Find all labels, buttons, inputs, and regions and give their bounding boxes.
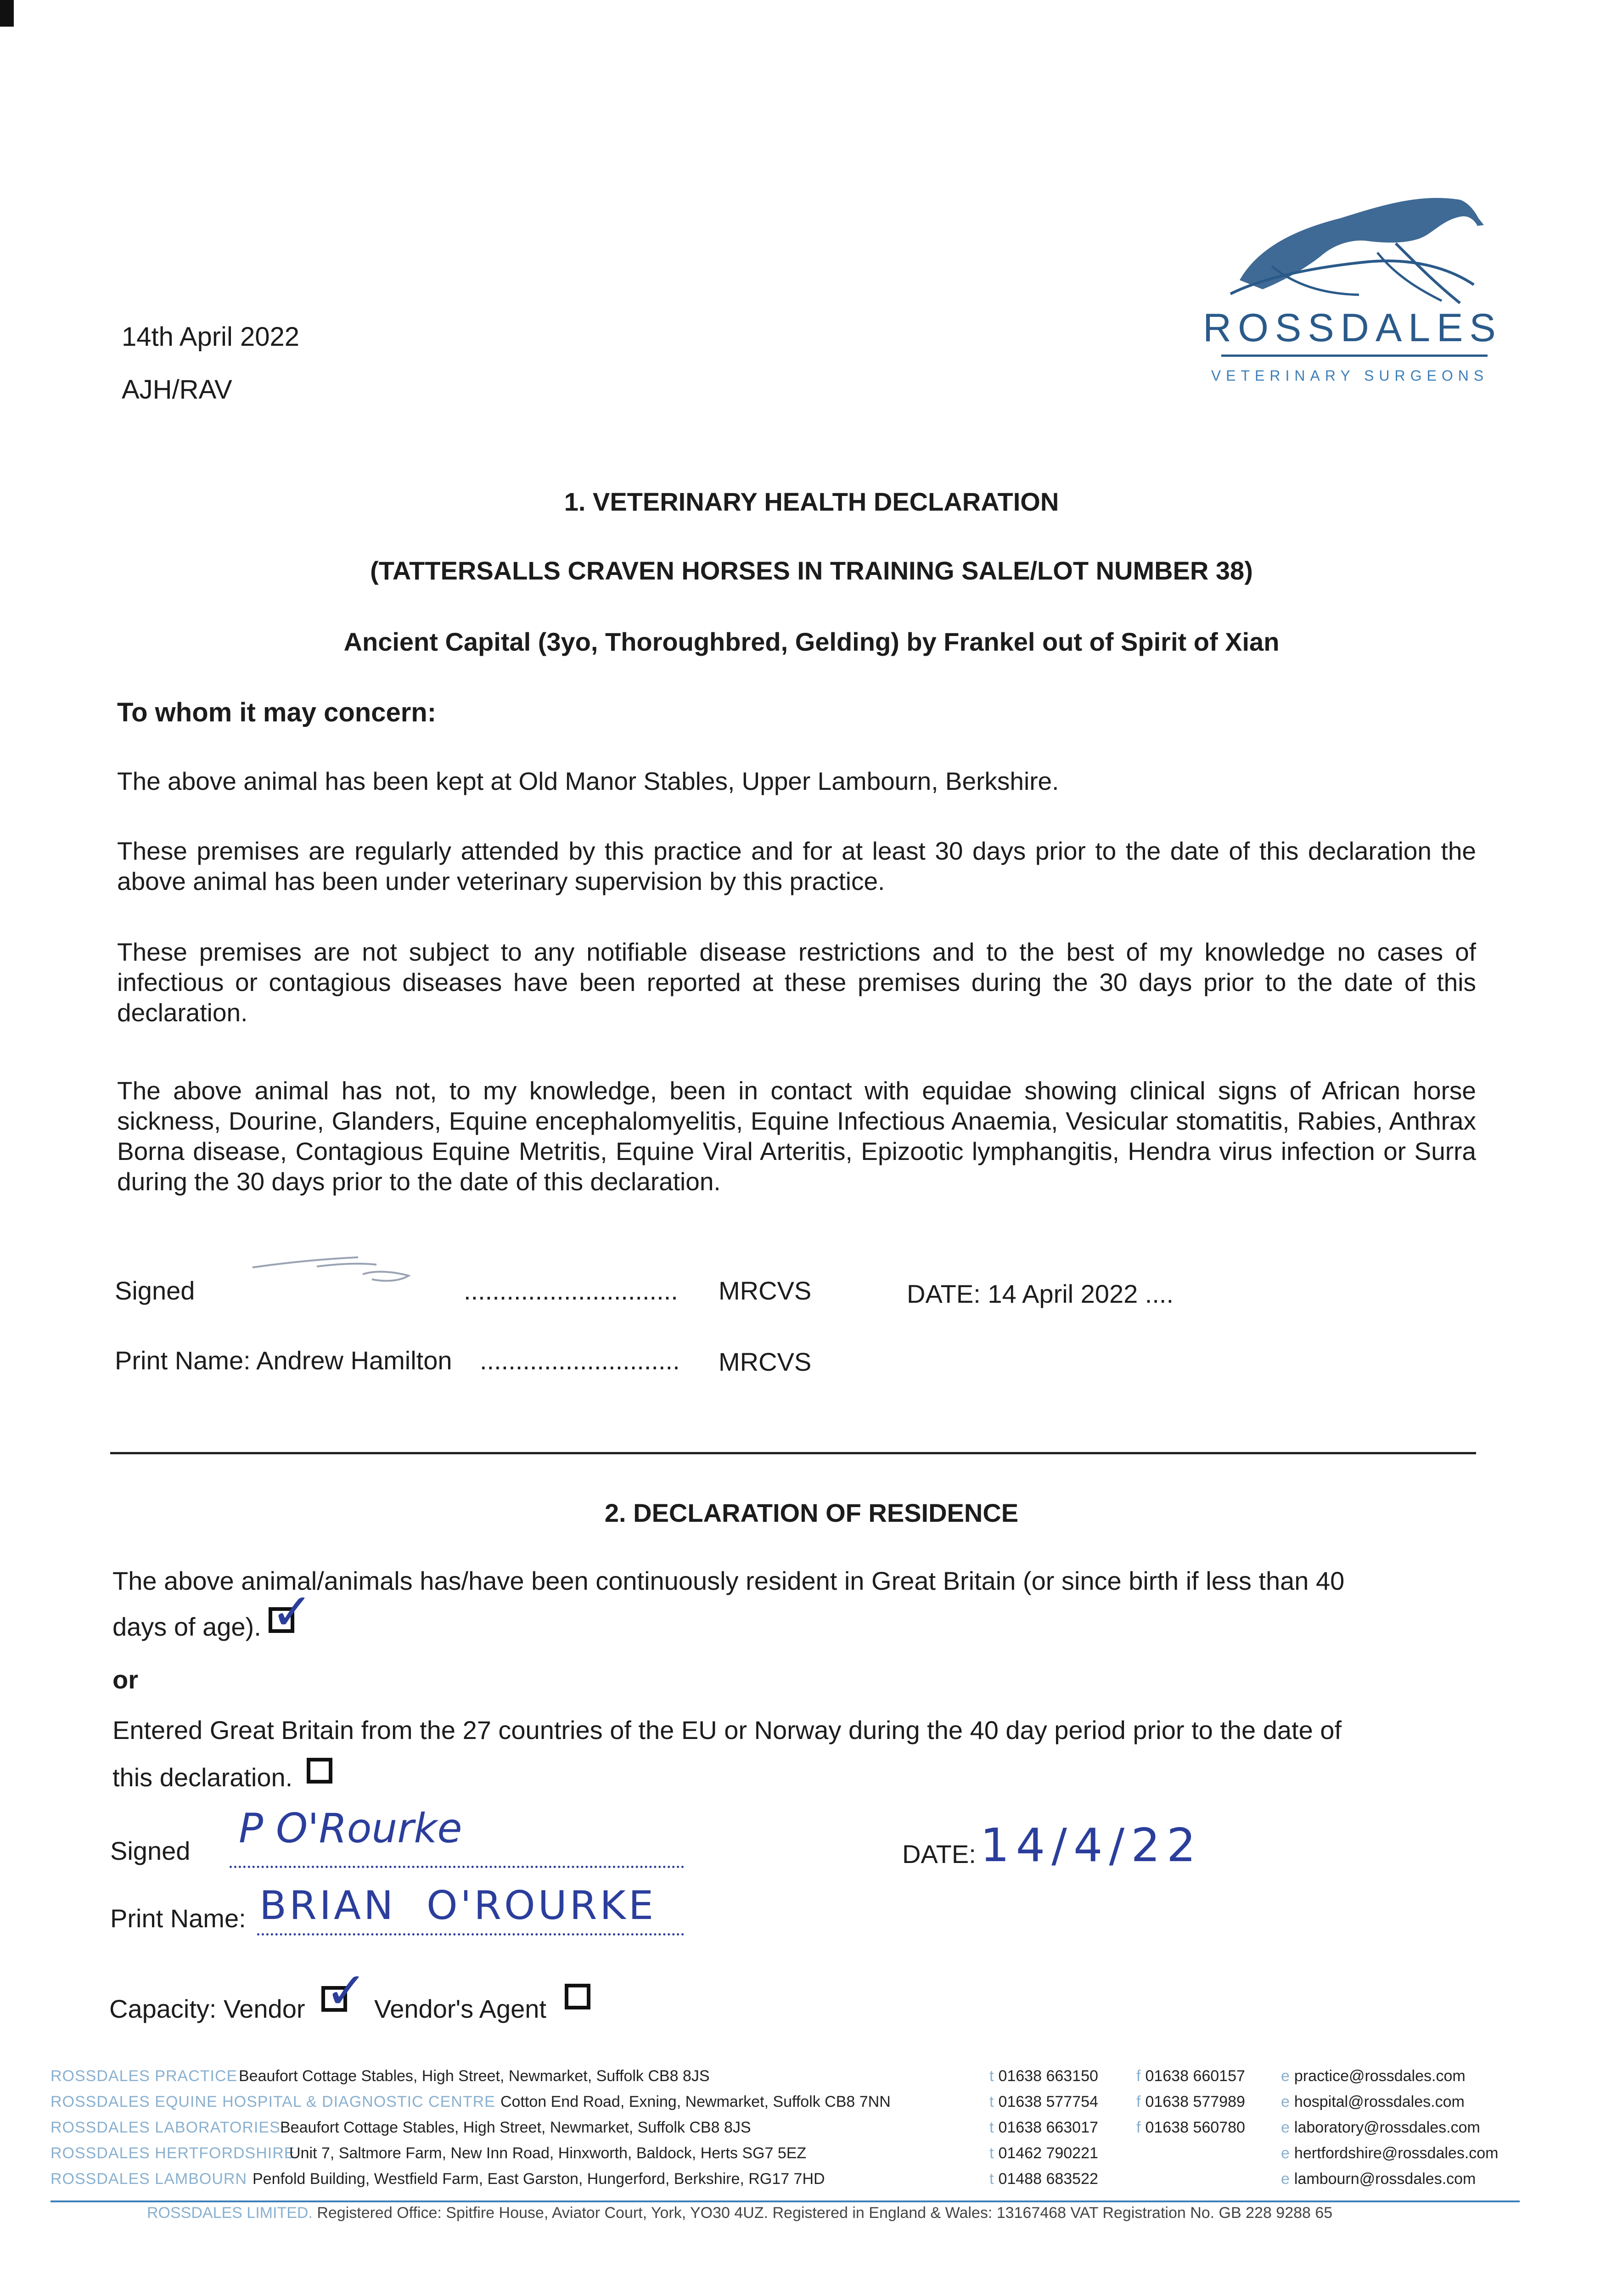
agent-checkbox[interactable]	[565, 1984, 590, 2009]
footer-fax: 01638 560780	[1145, 2119, 1245, 2136]
footer-division: ROSSDALES HERTFORDSHIRE	[51, 2144, 295, 2162]
footer-phone: 01488 683522	[998, 2170, 1098, 2188]
paragraph-premises: The above animal has been kept at Old Manor Stables, Upper Lambourn, Berkshire.	[117, 767, 1059, 795]
entered-line-2: this declaration.	[112, 1763, 293, 1792]
footer-company: ROSSDALES LIMITED.	[147, 2204, 313, 2222]
vendor-print-name: BRIAN O'ROURKE	[259, 1883, 657, 1929]
footer-email[interactable]: lambourn@rossdales.com	[1294, 2170, 1476, 2188]
logo-divider	[1221, 355, 1488, 357]
section1-heading: 1. VETERINARY HEALTH DECLARATION	[564, 487, 1059, 516]
footer-row: ROSSDALES LABORATORIES Beaufort Cottage Stables, High Street, Newmarket, Suffolk CB8 8JS t 01638 663017 f 01638 560780 e laboratory@rossdales.com	[51, 2119, 1480, 2136]
footer-phone: 01638 663017	[998, 2119, 1098, 2136]
paragraph-supervision: These premises are regularly attended by this practice and for at least 30 days prior to the date of this declaration the above animal has been under veterinary supervision by this practice.	[117, 837, 1476, 895]
footer-division: ROSSDALES LABORATORIES	[51, 2119, 281, 2136]
logo-subtitle: VETERINARY SURGEONS	[1211, 367, 1489, 384]
footer-phone: 01638 577754	[998, 2093, 1098, 2110]
vendor-date-label: DATE:	[902, 1840, 976, 1868]
footer-row: ROSSDALES EQUINE HOSPITAL & DIAGNOSTIC CENTRE Cotton End Road, Exning, Newmarket, Suffolk CB8 7NN t 01638 577754 f 01638 577989 e hospital@rossdales.com	[51, 2093, 1465, 2110]
vet-print-dots: ............................	[480, 1346, 680, 1375]
salutation: To whom it may concern:	[117, 698, 437, 727]
footer-division: ROSSDALES LAMBOURN	[51, 2170, 247, 2188]
paragraph-diseases: The above animal has not, to my knowledge, been in contact with equidae showing clinical signs of African horse sickness, Dourine, Glanders, Equine encephalomyelitis, Equine Infectious Anaemia, Vesicular stomatitis, Rabies, Anthrax Borna disease, Contagious Equine Metritis, Equine Viral Arteritis, Epizootic lymphangitis, Hendra virus infection or Surra during the 30 days prior to the date of this declaration.	[117, 1076, 1476, 1196]
letter-reference: AJH/RAV	[122, 375, 232, 405]
footer-phone: 01638 663150	[998, 2067, 1098, 2085]
capacity-agent-label: Vendor's Agent	[374, 1994, 546, 2023]
resident-line-1: The above animal/animals has/have been continuously resident in Great Britain (or since birth if less than 40	[112, 1566, 1345, 1595]
footer-division: ROSSDALES EQUINE HOSPITAL & DIAGNOSTIC CENTRE	[51, 2093, 495, 2110]
entered-checkbox[interactable]	[307, 1758, 332, 1784]
footer-email[interactable]: practice@rossdales.com	[1294, 2067, 1466, 2085]
horse-logo-icon	[1203, 174, 1502, 395]
vendor-check-mark: ✓	[325, 1961, 368, 2020]
vet-date: DATE: 14 April 2022 ....	[907, 1279, 1174, 1308]
footer-row: ROSSDALES LAMBOURN Penfold Building, Westfield Farm, East Garston, Hungerford, Berkshire, RG17 7HD t 01488 683522 e lambourn@rossdales.com	[51, 2170, 1476, 2188]
or-label: or	[112, 1665, 138, 1694]
entered-line-1: Entered Great Britain from the 27 countries of the EU or Norway during the 40 day period prior to the date of	[112, 1716, 1342, 1745]
vendor-print-line	[257, 1933, 684, 1936]
footer-phone: 01462 790221	[998, 2144, 1098, 2162]
paragraph-restrictions: These premises are not subject to any notifiable disease restrictions and to the best of my knowledge no cases of infectious or contagious diseases have been reported at these premises during the 30 days prior to the date of this declaration.	[117, 938, 1476, 1027]
sale-heading: (TATTERSALLS CRAVEN HORSES IN TRAINING SALE/LOT NUMBER 38)	[370, 556, 1253, 585]
footer-row: ROSSDALES HERTFORDSHIRE Unit 7, Saltmore Farm, New Inn Road, Hinxworth, Baldock, Herts SG7 5EZ t 01462 790221 e hertfordshire@rossdales.com	[51, 2144, 1499, 2162]
footer-email[interactable]: hospital@rossdales.com	[1294, 2093, 1465, 2110]
section2-heading: 2. DECLARATION OF RESIDENCE	[604, 1498, 1019, 1527]
vet-signed-mrcvs: MRCVS	[719, 1276, 812, 1305]
footer-address: Beaufort Cottage Stables, High Street, Newmarket, Suffolk CB8 8JS	[280, 2119, 751, 2136]
capacity-vendor-label: Capacity: Vendor	[109, 1994, 305, 2023]
footer-address: Cotton End Road, Exning, Newmarket, Suffolk CB8 7NN	[500, 2093, 891, 2110]
footer-registered-office: Registered Office: Spitfire House, Aviator Court, York, YO30 4UZ. Registered in England & Wales: 13167468 VAT Registration No. GB 228 9288 65	[317, 2204, 1333, 2222]
vet-signed-dots: ..............................	[464, 1276, 678, 1305]
footer-address: Penfold Building, Westfield Farm, East Garston, Hungerford, Berkshire, RG17 7HD	[253, 2170, 825, 2188]
section-divider	[110, 1452, 1476, 1454]
vendor-signed-label: Signed	[110, 1836, 191, 1865]
footer-email[interactable]: hertfordshire@rossdales.com	[1294, 2144, 1499, 2162]
footer-address: Beaufort Cottage Stables, High Street, Newmarket, Suffolk CB8 8JS	[239, 2067, 710, 2085]
footer-division: ROSSDALES PRACTICE	[51, 2067, 238, 2085]
scan-corner-mark	[0, 0, 14, 27]
logo-wordmark: ROSSDALES	[1203, 306, 1502, 350]
footer-registration	[147, 2204, 1332, 2222]
horse-heading: Ancient Capital (3yo, Thoroughbred, Gelding) by Frankel out of Spirit of Xian	[343, 627, 1280, 656]
vet-print-mrcvs: MRCVS	[719, 1347, 812, 1376]
footer-address: Unit 7, Saltmore Farm, New Inn Road, Hinxworth, Baldock, Herts SG7 5EZ	[289, 2144, 807, 2162]
footer-fax: 01638 577989	[1145, 2093, 1245, 2110]
letter-date: 14th April 2022	[122, 322, 299, 352]
footer-email[interactable]: laboratory@rossdales.com	[1294, 2119, 1480, 2136]
vet-print-name: Print Name: Andrew Hamilton	[115, 1346, 452, 1375]
vendor-date-value: 14/4/22	[980, 1818, 1202, 1872]
vendor-signature: P O'Rourke	[239, 1805, 462, 1852]
resident-line-2: days of age).	[112, 1612, 261, 1641]
footer-rule	[51, 2200, 1520, 2202]
vet-signed-label: Signed	[115, 1276, 195, 1305]
resident-check-mark: ✓	[271, 1582, 314, 1641]
vendor-print-name-label: Print Name:	[110, 1904, 246, 1933]
footer-row: ROSSDALES PRACTICE Beaufort Cottage Stables, High Street, Newmarket, Suffolk CB8 8JS t 01638 663150 f 01638 660157 e practice@rossdales.com	[51, 2067, 1466, 2085]
vendor-signature-line	[230, 1866, 684, 1868]
vet-signature-mark	[248, 1249, 441, 1300]
footer-fax: 01638 660157	[1145, 2067, 1245, 2085]
